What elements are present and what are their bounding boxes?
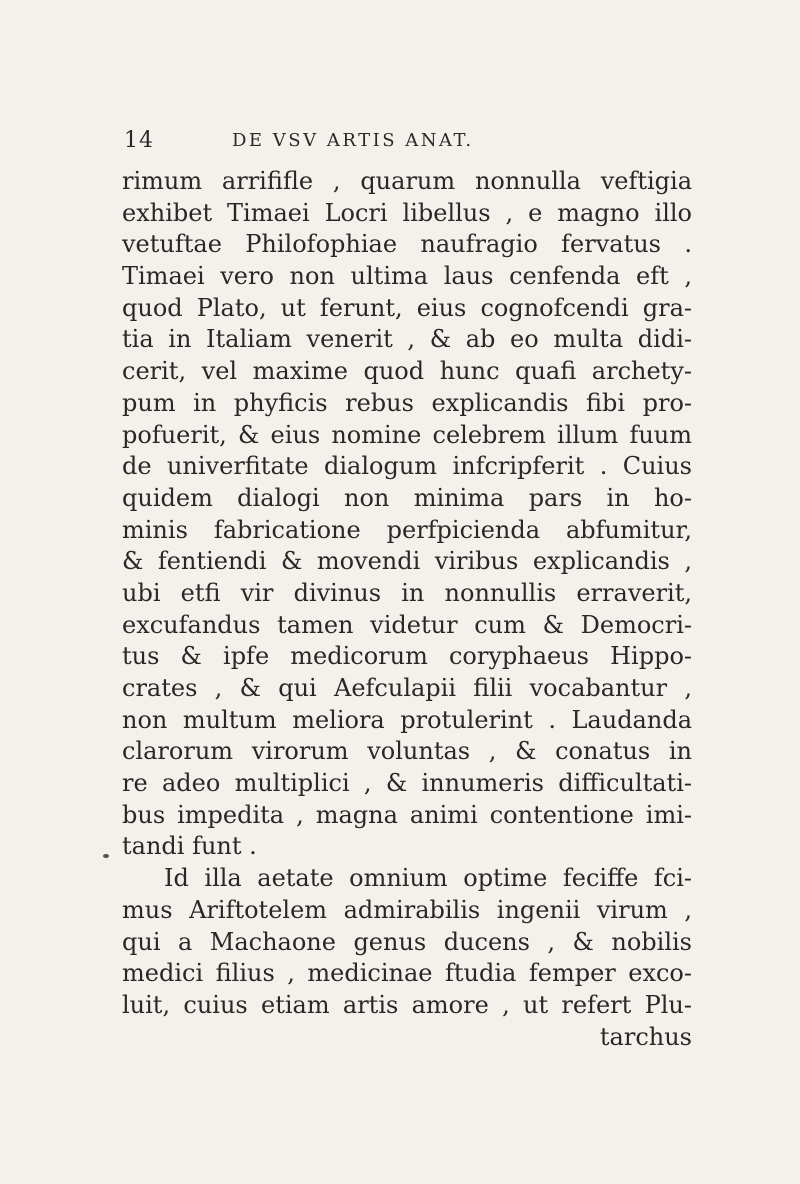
paragraph-end-line: tandi funt . — [122, 832, 257, 861]
text-line: quidem dialogi non minima pars in ho- — [122, 483, 692, 512]
text-line: & fentiendi & movendi viribus explicandis , — [122, 547, 692, 576]
text-line: crates , & qui Aefculapii filii vocabantur , — [122, 674, 692, 702]
text-line: bus impedita , magna animi contentione imi- — [122, 800, 692, 829]
ink-speck — [103, 854, 109, 858]
text-line: ubi etfi vir divinus in nonnullis erraverit, — [122, 578, 692, 607]
page-number: 14 — [124, 128, 154, 153]
text-line: pum in phyficis rebus explicandis fibi pro- — [122, 388, 692, 417]
body-text — [122, 166, 692, 1053]
text-line: tus & ipfe medicorum coryphaeus Hippo- — [122, 642, 692, 671]
text-line: clarorum virorum voluntas , & conatus in — [122, 737, 692, 766]
text-line: pofuerit, & eius nomine celebrem illum fuum — [122, 420, 692, 449]
text-line: mus Ariftotelem admirabilis ingenii virum , — [122, 895, 692, 924]
text-line: exhibet Timaei Locri libellus , e magno illo — [122, 198, 692, 227]
text-line: qui a Machaone genus ducens , & nobilis — [122, 927, 692, 956]
text-line: excufandus tamen videtur cum & Democri- — [122, 610, 692, 639]
catchword: tarchus — [599, 1022, 692, 1051]
paragraph-start-line: Id illa aetate omnium optime feciffe fci- — [164, 864, 692, 893]
text-line: Timaei vero non ultima laus cenfenda eft , — [122, 262, 692, 291]
text-line: non multum meliora protulerint . Laudanda — [122, 705, 692, 734]
running-head: DE VSV ARTIS ANAT. — [232, 130, 474, 151]
text-line: re adeo multiplici , & innumeris difficultati- — [122, 769, 692, 798]
page-header — [0, 128, 800, 158]
text-line: luit, cuius etiam artis amore , ut refert Plu- — [122, 990, 692, 1019]
text-line: medici filius , medicinae ftudia femper exco- — [122, 959, 692, 988]
text-line: minis fabricatione perfpicienda abfumitur, — [122, 515, 692, 544]
text-line: vetuftae Philofophiae naufragio fervatus . — [122, 230, 692, 259]
text-line: quod Plato, ut ferunt, eius cognofcendi gra- — [122, 293, 692, 322]
text-line: de univerfitate dialogum infcripferit . Cuius — [122, 452, 692, 481]
text-line: tia in Italiam venerit , & ab eo multa didi- — [122, 325, 692, 354]
text-line: rimum arrififle , quarum nonnulla veftigia — [122, 167, 692, 195]
text-line: cerit, vel maxime quod hunc quafi archety- — [122, 357, 692, 386]
